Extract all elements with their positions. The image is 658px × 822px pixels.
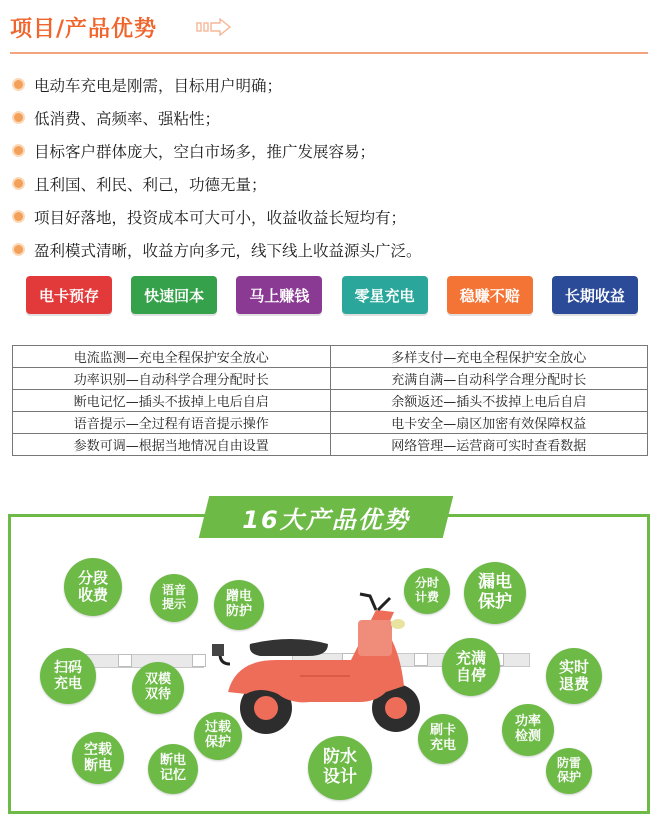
advantage-circle: 断电记忆 [148,744,198,794]
bullet-dot-icon [14,212,23,221]
bullet-dot-icon [14,113,23,122]
advantage-circle: 漏电保护 [464,562,526,624]
list-item: 电动车充电是刚需，目标用户明确； [14,68,644,101]
table-row [13,368,648,390]
advantage-circle: 充满自停 [442,638,500,696]
list-item: 项目好落地，投资成本可大可小，收益收益长短均有； [14,200,644,233]
tag-small-charge: 零星充电 [342,276,428,314]
bullet-dot-icon [14,179,23,188]
tag-fast-payback: 快速回本 [131,276,217,314]
table-cell: 断电记忆—插头不拔掉上电后自启 [13,390,331,412]
bullet-dot-icon [14,80,23,89]
table-cell: 参数可调—根据当地情况自由设置 [13,434,331,456]
tag-steady-profit: 稳赚不赔 [447,276,533,314]
table-cell: 网络管理—运营商可实时查看数据 [330,434,648,456]
advantage-circle: 功率检测 [502,704,554,756]
table-cell: 电卡安全—扇区加密有效保障权益 [330,412,648,434]
highlight-tags [26,276,638,316]
advantage-circle: 蹭电防护 [214,580,264,630]
header-divider [10,52,648,54]
list-item: 低消费、高频率、强粘性； [14,101,644,134]
table-cell: 余额返还—插头不拔掉上电后自启 [330,390,648,412]
table-cell: 多样支付—充电全程保护安全放心 [330,346,648,368]
advantage-circle: 分段收费 [64,558,122,616]
advantage-circle: 过载保护 [194,712,242,760]
table-row [13,390,648,412]
arrow-right-icon [196,18,232,36]
socket-icon [118,654,132,667]
tag-long-term: 长期收益 [552,276,638,314]
advantage-circle: 双模双待 [132,662,184,714]
table-row [13,412,648,434]
advantage-circle: 实时退费 [546,648,602,704]
table-cell: 充满自满—自动科学合理分配时长 [330,368,648,390]
advantages-title: 16大产品优势 [242,505,410,534]
page-title: 项目/产品优势 [10,17,158,42]
table-row [13,346,648,368]
advantage-circle: 防雷保护 [546,748,592,794]
advantage-circle: 语音提示 [150,574,198,622]
advantage-circle: 刷卡充电 [418,714,468,764]
tag-earn-now: 马上赚钱 [236,276,322,314]
table-cell: 语音提示—全过程有语音提示操作 [13,412,331,434]
table-row [13,434,648,456]
list-item: 盈利模式清晰，收益方向多元，线下线上收益源头广泛。 [14,233,644,266]
bullet-dot-icon [14,146,23,155]
advantage-circle: 防水设计 [308,736,372,800]
advantage-circle: 分时计费 [404,568,450,614]
list-item: 且利国、利民、利己，功德无量； [14,167,644,200]
table-cell: 功率识别—自动科学合理分配时长 [13,368,331,390]
feature-table [12,345,648,456]
bullet-list [14,68,644,266]
advantage-circle: 空载断电 [72,732,124,784]
bullet-dot-icon [14,245,23,254]
list-item: 目标客户群体庞大，空白市场多，推广发展容易； [14,134,644,167]
tag-card-prepay: 电卡预存 [26,276,112,314]
table-cell: 电流监测—充电全程保护安全放心 [13,346,331,368]
advantage-circle: 扫码充电 [40,648,96,704]
